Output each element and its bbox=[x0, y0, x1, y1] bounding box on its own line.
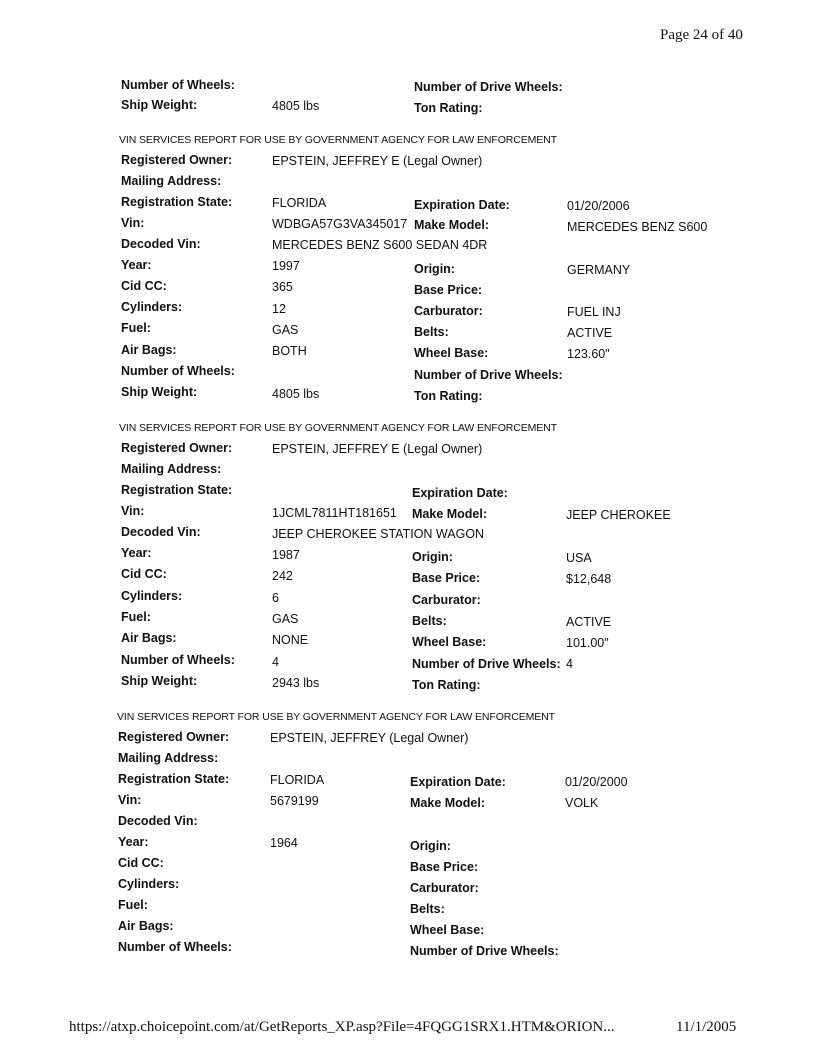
belts-label: Belts: bbox=[410, 902, 445, 916]
registration-state-value: FLORIDA bbox=[272, 196, 327, 210]
ship-weight-label: Ship Weight: bbox=[121, 674, 198, 688]
decoded-vin-label: Decoded Vin: bbox=[121, 525, 201, 539]
base-price-label: Base Price: bbox=[412, 571, 481, 585]
wheel-base-label: Wheel Base: bbox=[412, 635, 487, 649]
number-of-drive-wheels-label: Number of Drive Wheels: bbox=[412, 657, 561, 671]
number-of-wheels-label: Number of Wheels: bbox=[118, 940, 232, 954]
carburator-label: Carburator: bbox=[410, 881, 479, 895]
cid-cc-value: 365 bbox=[272, 280, 293, 294]
origin-label: Origin: bbox=[412, 550, 453, 564]
make-model-label: Make Model: bbox=[412, 507, 488, 521]
registered-owner-value: EPSTEIN, JEFFREY E (Legal Owner) bbox=[272, 154, 483, 168]
wheel-base-value: 101.00" bbox=[566, 636, 609, 650]
belts-value: ACTIVE bbox=[566, 615, 612, 629]
cid-cc-label: Cid CC: bbox=[121, 567, 167, 581]
air-bags-label: Air Bags: bbox=[121, 343, 177, 357]
registration-state-label: Registration State: bbox=[121, 195, 233, 209]
number-of-wheels-label: Number of Wheels: bbox=[121, 653, 235, 667]
origin-value: GERMANY bbox=[567, 263, 631, 277]
number-of-wheels-value: 4 bbox=[272, 655, 279, 669]
number-of-drive-wheels-value: 4 bbox=[566, 657, 573, 671]
ton-rating-label: Ton Rating: bbox=[414, 101, 483, 115]
cid-cc-value: 242 bbox=[272, 569, 293, 583]
ship-weight-label: Ship Weight: bbox=[121, 98, 198, 112]
ship-weight-value: 4805 lbs bbox=[272, 99, 320, 113]
wheel-base-label: Wheel Base: bbox=[410, 923, 485, 937]
fuel-value: GAS bbox=[272, 323, 299, 337]
wheel-base-label: Wheel Base: bbox=[414, 346, 489, 360]
footer-date: 11/1/2005 bbox=[676, 1019, 737, 1035]
number-of-drive-wheels-label: Number of Drive Wheels: bbox=[414, 368, 563, 382]
ship-weight-value: 2943 lbs bbox=[272, 676, 320, 690]
make-model-label: Make Model: bbox=[410, 796, 486, 810]
record-title: VIN SERVICES REPORT FOR USE BY GOVERNMENT AGENCY FOR LAW ENFORCEMENT bbox=[119, 422, 557, 434]
cylinders-label: Cylinders: bbox=[121, 300, 183, 314]
air-bags-label: Air Bags: bbox=[121, 631, 177, 645]
air-bags-value: BOTH bbox=[272, 344, 307, 358]
cylinders-label: Cylinders: bbox=[118, 877, 180, 891]
carburator-label: Carburator: bbox=[412, 593, 481, 607]
vin-value: 1JCML7811HT181651 bbox=[272, 506, 397, 520]
expiration-date-label: Expiration Date: bbox=[414, 198, 510, 212]
registration-state-value: FLORIDA bbox=[270, 773, 325, 787]
wheel-base-value: 123.60" bbox=[567, 347, 610, 361]
air-bags-value: NONE bbox=[272, 633, 309, 647]
carburator-label: Carburator: bbox=[414, 304, 483, 318]
record-title: VIN SERVICES REPORT FOR USE BY GOVERNMENT AGENCY FOR LAW ENFORCEMENT bbox=[119, 134, 557, 146]
registration-state-label: Registration State: bbox=[118, 772, 230, 786]
make-model-value: MERCEDES BENZ S600 bbox=[567, 220, 708, 234]
registered-owner-label: Registered Owner: bbox=[121, 153, 233, 167]
year-value: 1964 bbox=[270, 836, 298, 850]
make-model-value: JEEP CHEROKEE bbox=[566, 508, 671, 522]
expiration-date-label: Expiration Date: bbox=[412, 486, 508, 500]
vin-label: Vin: bbox=[121, 216, 145, 230]
vin-value: WDBGA57G3VA345017 bbox=[272, 217, 408, 231]
fuel-label: Fuel: bbox=[121, 321, 151, 335]
mailing-address-label: Mailing Address: bbox=[121, 174, 222, 188]
vin-value: 5679199 bbox=[270, 794, 319, 808]
carburator-value: FUEL INJ bbox=[567, 305, 621, 319]
air-bags-label: Air Bags: bbox=[118, 919, 174, 933]
belts-label: Belts: bbox=[414, 325, 449, 339]
fuel-value: GAS bbox=[272, 612, 299, 626]
cid-cc-label: Cid CC: bbox=[121, 279, 167, 293]
cid-cc-label: Cid CC: bbox=[118, 856, 164, 870]
fuel-label: Fuel: bbox=[118, 898, 148, 912]
number-of-wheels-label: Number of Wheels: bbox=[121, 364, 235, 378]
origin-label: Origin: bbox=[414, 262, 455, 276]
registered-owner-value: EPSTEIN, JEFFREY E (Legal Owner) bbox=[272, 442, 483, 456]
expiration-date-label: Expiration Date: bbox=[410, 775, 506, 789]
expiration-date-value: 01/20/2006 bbox=[567, 199, 630, 213]
year-value: 1997 bbox=[272, 259, 300, 273]
page-header: Page 24 of 40 bbox=[660, 27, 743, 43]
registration-state-label: Registration State: bbox=[121, 483, 233, 497]
mailing-address-label: Mailing Address: bbox=[121, 462, 222, 476]
year-label: Year: bbox=[118, 835, 149, 849]
origin-value: USA bbox=[566, 551, 592, 565]
make-model-label: Make Model: bbox=[414, 218, 490, 232]
record-title: VIN SERVICES REPORT FOR USE BY GOVERNMENT AGENCY FOR LAW ENFORCEMENT bbox=[117, 711, 555, 723]
registered-owner-label: Registered Owner: bbox=[118, 730, 230, 744]
decoded-vin-label: Decoded Vin: bbox=[118, 814, 198, 828]
registered-owner-value: EPSTEIN, JEFFREY (Legal Owner) bbox=[270, 731, 469, 745]
decoded-vin-value: JEEP CHEROKEE STATION WAGON bbox=[272, 527, 485, 541]
origin-label: Origin: bbox=[410, 839, 451, 853]
belts-value: ACTIVE bbox=[567, 326, 613, 340]
ship-weight-label: Ship Weight: bbox=[121, 385, 198, 399]
base-price-label: Base Price: bbox=[410, 860, 479, 874]
decoded-vin-label: Decoded Vin: bbox=[121, 237, 201, 251]
belts-label: Belts: bbox=[412, 614, 447, 628]
make-model-value: VOLK bbox=[565, 796, 599, 810]
year-value: 1987 bbox=[272, 548, 300, 562]
number-of-drive-wheels-label: Number of Drive Wheels: bbox=[410, 944, 559, 958]
cylinders-value: 6 bbox=[272, 591, 279, 605]
ton-rating-label: Ton Rating: bbox=[412, 678, 481, 692]
fuel-label: Fuel: bbox=[121, 610, 151, 624]
year-label: Year: bbox=[121, 258, 152, 272]
number-of-drive-wheels-label: Number of Drive Wheels: bbox=[414, 80, 563, 94]
number-of-wheels-label: Number of Wheels: bbox=[121, 78, 235, 92]
decoded-vin-value: MERCEDES BENZ S600 SEDAN 4DR bbox=[272, 238, 488, 252]
vin-label: Vin: bbox=[118, 793, 142, 807]
registered-owner-label: Registered Owner: bbox=[121, 441, 233, 455]
ton-rating-label: Ton Rating: bbox=[414, 389, 483, 403]
vin-label: Vin: bbox=[121, 504, 145, 518]
base-price-label: Base Price: bbox=[414, 283, 483, 297]
cylinders-value: 12 bbox=[272, 302, 286, 316]
expiration-date-value: 01/20/2000 bbox=[565, 775, 628, 789]
ship-weight-value: 4805 lbs bbox=[272, 387, 320, 401]
cylinders-label: Cylinders: bbox=[121, 589, 183, 603]
base-price-value: $12,648 bbox=[566, 572, 612, 586]
mailing-address-label: Mailing Address: bbox=[118, 751, 219, 765]
year-label: Year: bbox=[121, 546, 152, 560]
footer-url: https://atxp.choicepoint.com/at/GetReports_XP.asp?File=4FQGG1SRX1.HTM&ORION... bbox=[69, 1019, 615, 1035]
